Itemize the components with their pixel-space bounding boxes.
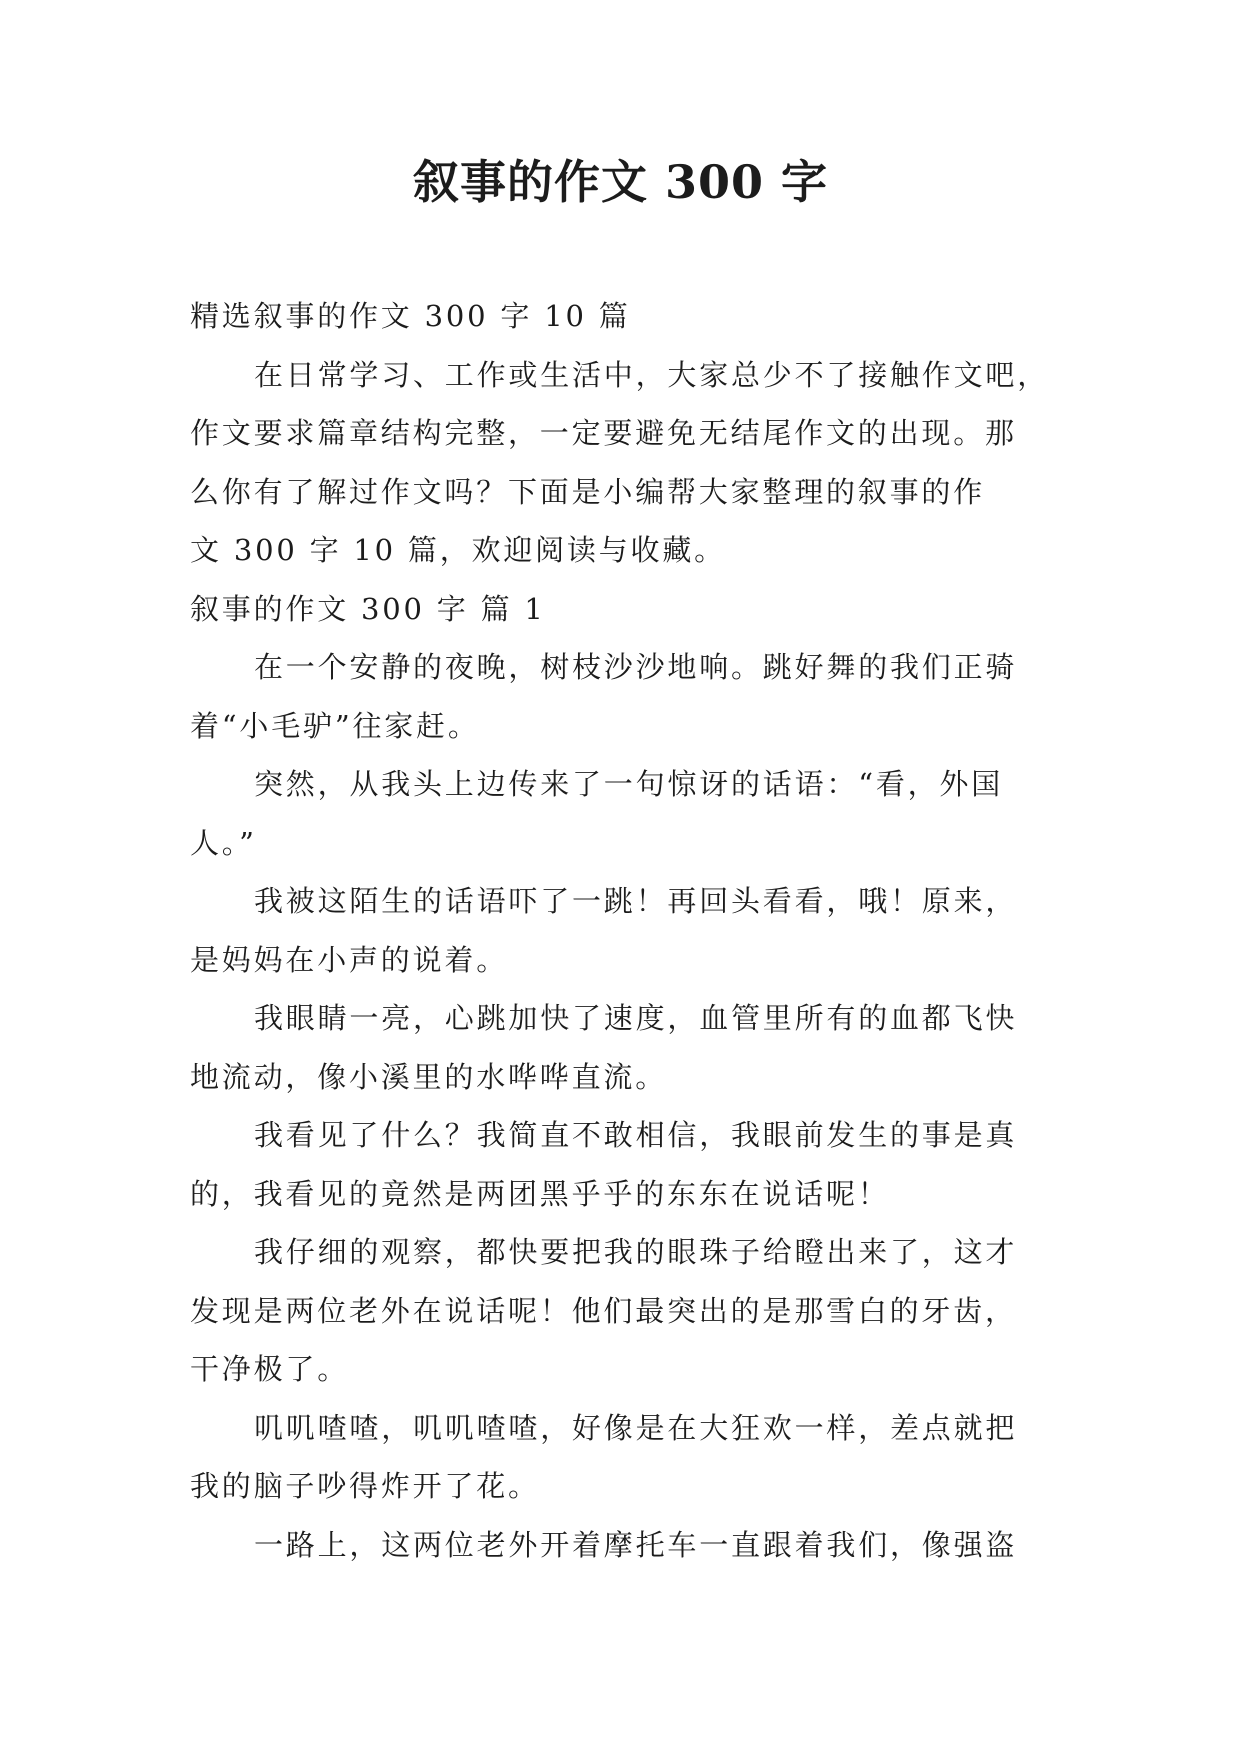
essay-paragraph [190,1399,1090,1516]
paragraph-line: 的，我看见的竟然是两团黑乎乎的东东在说话呢！ [190,1176,890,1211]
essay-paragraph [190,755,1090,872]
paragraph-line: 在日常学习、工作或生活中，大家总少不了接触作文吧， [254,357,1050,392]
paragraph-line: 我看见了什么？我简直不敢相信，我眼前发生的事是真 [254,1118,1018,1152]
paragraph-line: 我的脑子吵得炸开了花。 [190,1469,540,1503]
paragraph-line: 在一个安静的夜晚，树枝沙沙地响。跳好舞的我们正骑 [254,650,1018,684]
paragraph-line: 我被这陌生的话语吓了一跳！再回头看看，哦！原来， [254,884,1018,918]
paragraph-line: 地流动，像小溪里的水哗哗直流。 [190,1059,668,1094]
essay-paragraph [190,872,1090,989]
paragraph-line: 是妈妈在小声的说着。 [190,942,509,977]
paragraph-line: 作文要求篇章结构完整，一定要避免无结尾作文的出现。那 [190,416,1017,450]
intro-paragraph [190,346,1090,580]
paragraph-line: 叽叽喳喳，叽叽喳喳，好像是在大狂欢一样，差点就把 [254,1410,1018,1445]
essay-paragraph [190,638,1090,755]
paragraph-line: 人。” [190,825,257,860]
document-body [190,287,1090,1574]
paragraph-line: 发现是两位老外在说话呢！他们最突出的是那雪白的牙齿， [190,1293,1017,1328]
document-title: 叙事的作文 300 字 [412,155,829,209]
paragraph-line: 我眼睛一亮，心跳加快了速度，血管里所有的血都飞快 [254,1001,1018,1035]
essay-paragraph [190,1106,1090,1223]
essay-paragraph [190,989,1090,1106]
paragraph-line: 文 300 字 10 篇，欢迎阅读与收藏。 [190,533,726,567]
paragraph-line: 着“小毛驴”往家赶。 [190,708,480,743]
intro-heading: 精选叙事的作文 300 字 10 篇 [190,299,631,333]
paragraph-line: 么你有了解过作文吗？下面是小编帮大家整理的叙事的作 [190,474,986,509]
paragraph-line: 一路上，这两位老外开着摩托车一直跟着我们，像强盗 [254,1527,1018,1562]
paragraph-line: 突然，从我头上边传来了一句惊讶的话语：“看，外国 [254,767,1004,801]
paragraph-line: 干净极了。 [190,1352,350,1386]
essay-paragraph [190,1516,1090,1575]
paragraph-line: 我仔细的观察，都快要把我的眼珠子给瞪出来了，这才 [254,1235,1018,1269]
essay-heading: 叙事的作文 300 字 篇 1 [190,591,546,626]
essay-paragraph [190,1223,1090,1399]
